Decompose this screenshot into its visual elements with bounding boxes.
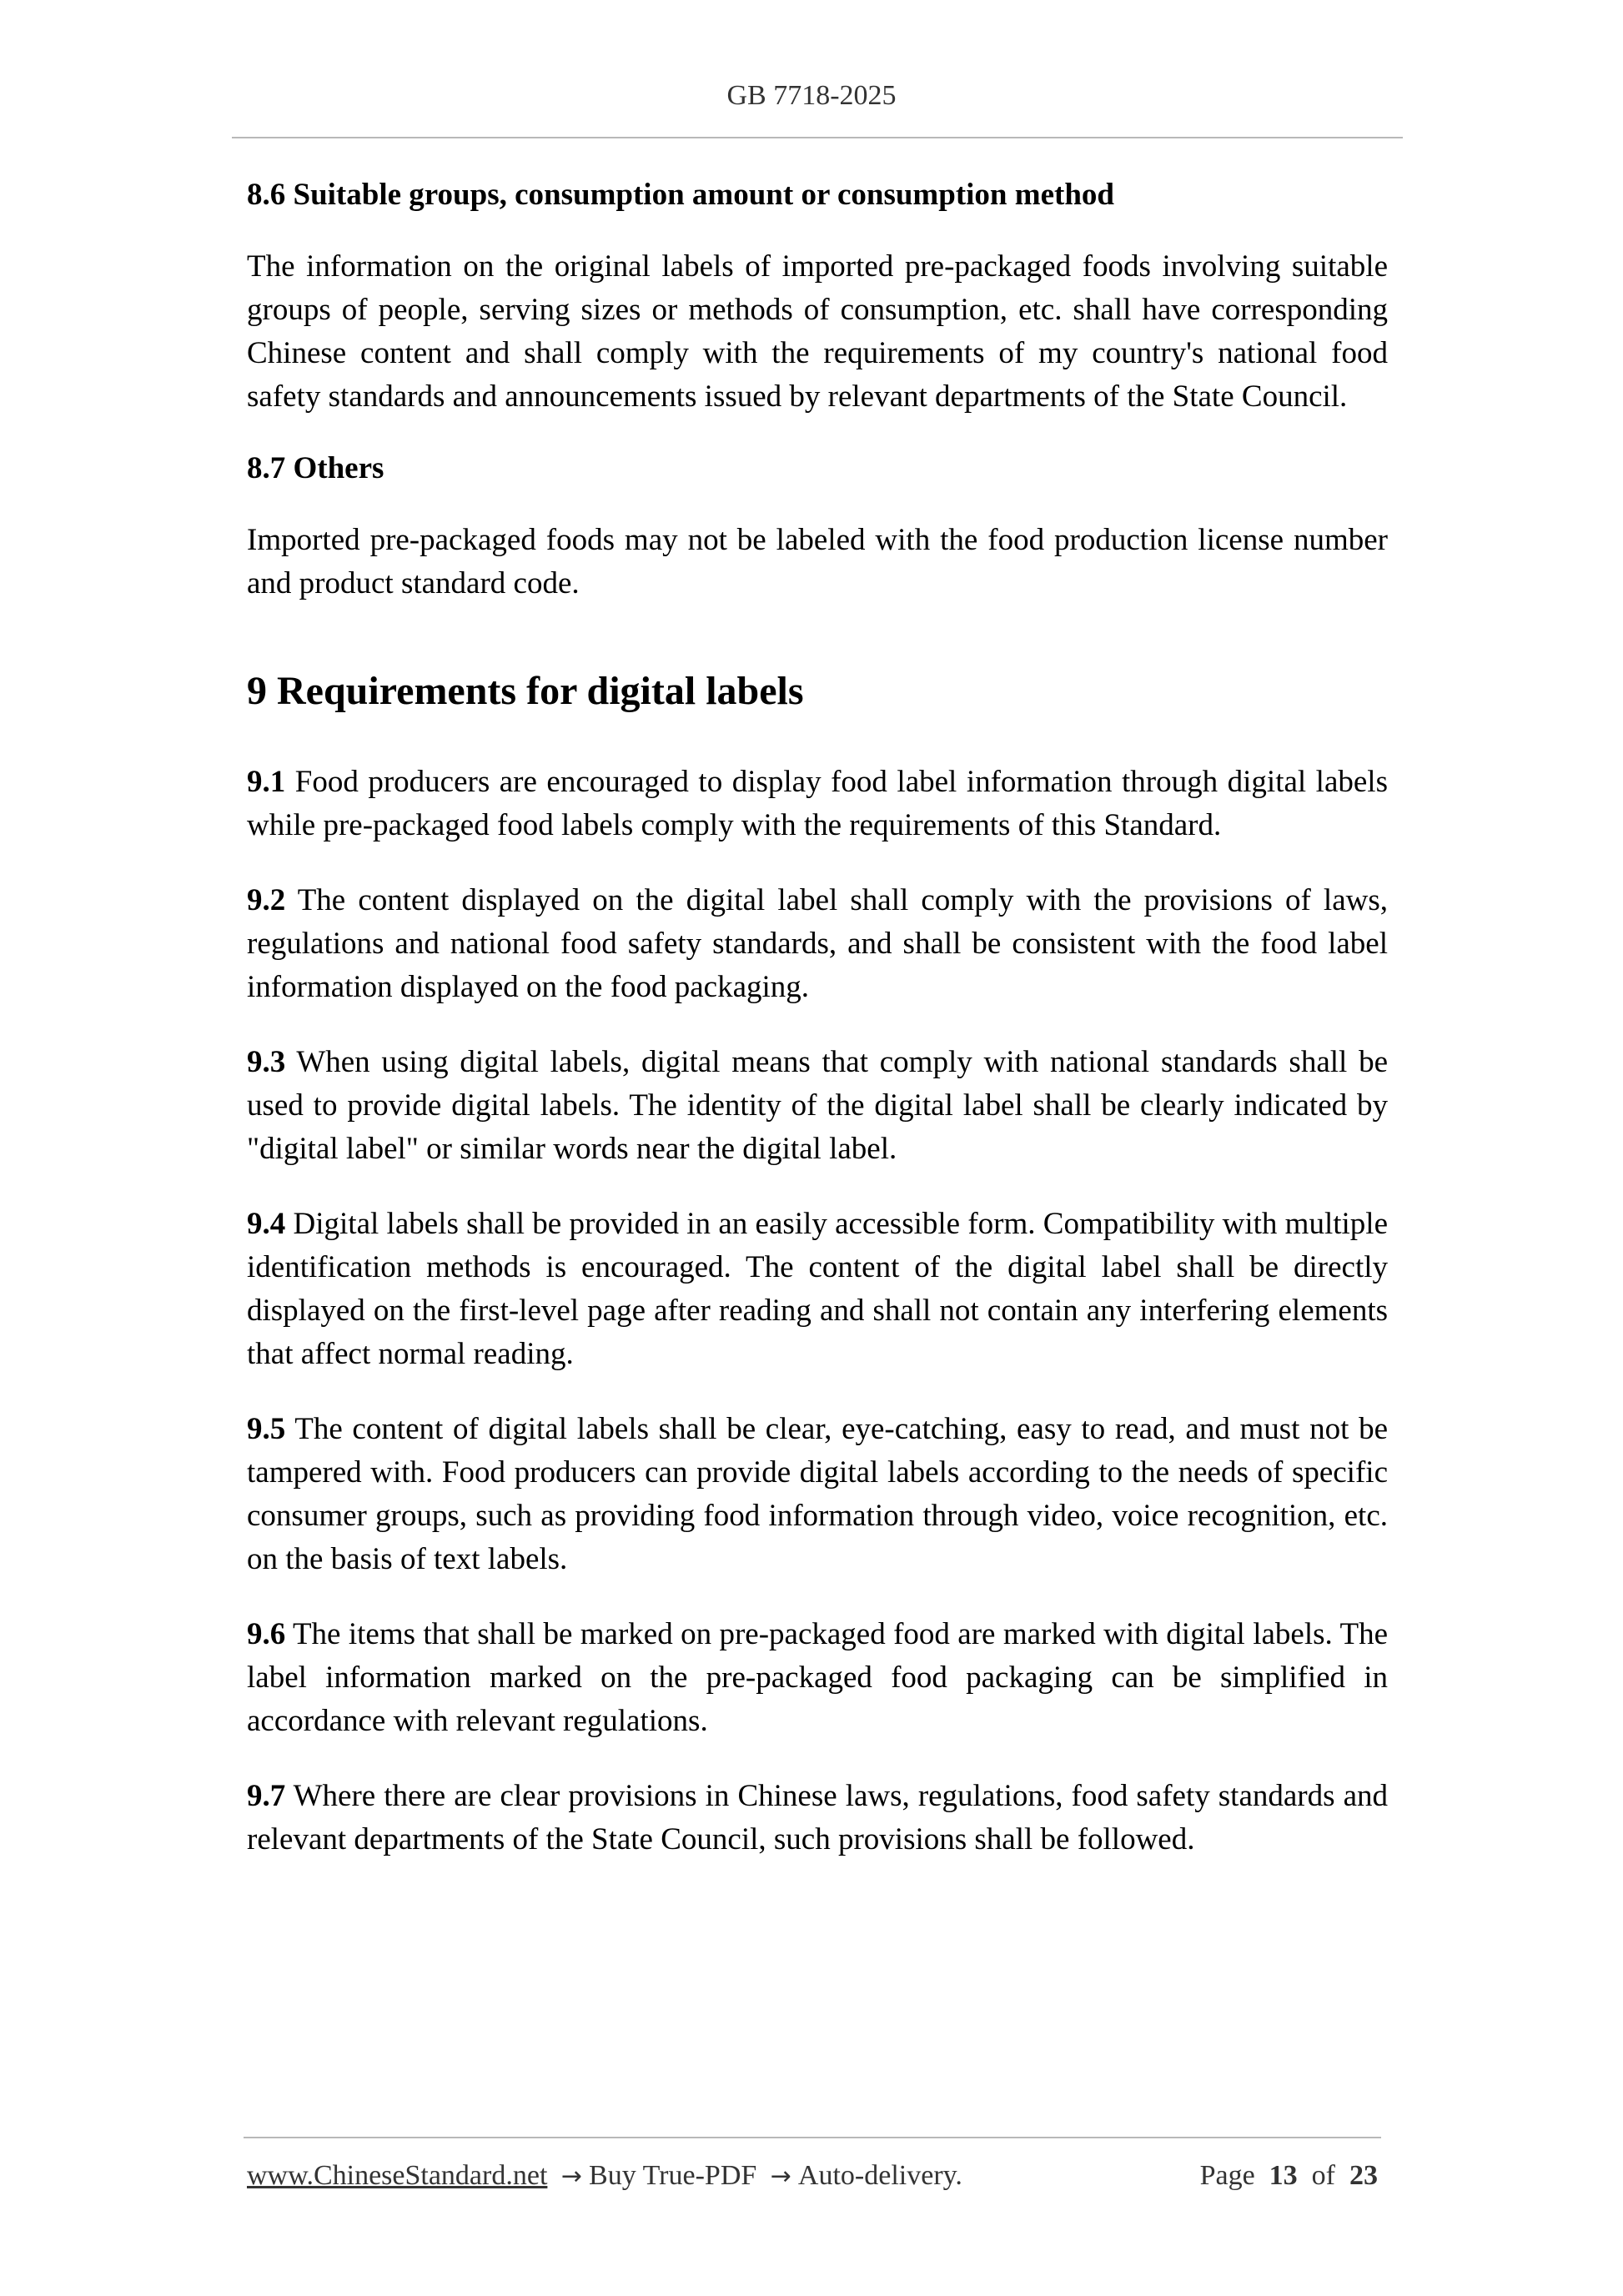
page-label: Page: [1199, 2160, 1255, 2191]
clause-9-3: [247, 1041, 1388, 1171]
page-total: 23: [1349, 2160, 1378, 2191]
document-body: [247, 173, 1388, 1861]
clause-text: When using digital labels, digital means that comply with national standards shall be used to provide digital labels. The identity of the digital label shall be clearly indicated by "digital label" or similar words near the digital label.: [247, 1045, 1388, 1166]
clause-text: Food producers are encouraged to display food label information through digital labels while pre-packaged food labels comply with the requirements of this Standard.: [247, 765, 1388, 842]
delivery-text: Auto-delivery.: [797, 2160, 962, 2191]
arrow-right-icon: →: [770, 2162, 791, 2191]
clause-9-4: [247, 1203, 1388, 1376]
buy-text: Buy True-PDF: [589, 2160, 757, 2191]
clause-text: The content displayed on the digital label shall comply with the provisions of laws, regulations and national food safety standards, and shall be consistent with the food label information displayed on the food packaging.: [247, 883, 1388, 1004]
clause-9-5: [247, 1408, 1388, 1581]
clause-number: 9.2: [247, 883, 286, 917]
section-8-6-text: The information on the original labels of imported pre-packaged foods involving suitable groups of people, serving sizes or methods of consumption, etc. shall have corresponding Chinese content and shall comply with the requirements of my country's national food safety standards and announcements issued by relevant departments of the State Council.: [247, 249, 1388, 414]
clause-number: 9.4: [247, 1207, 286, 1241]
page-number: [1200, 2160, 1378, 2192]
footer-divider: [244, 2137, 1381, 2138]
section-8-7-heading: 8.7 Others: [247, 451, 384, 485]
header-divider: [232, 137, 1403, 138]
clause-text: The content of digital labels shall be clear, eye-catching, easy to read, and must not be tampered with. Food producers can provide digital labels according to the needs of specific consumer groups, such as providing food information through video, voice recognition, etc. on the basis of text labels.: [247, 1412, 1388, 1576]
page-footer: [247, 2160, 1378, 2192]
clause-text: The items that shall be marked on pre-packaged food are marked with digital labels. The label information marked on the pre-packaged food packaging can be simplified in accordance with relevant regulations.: [247, 1617, 1388, 1738]
clause-number: 9.5: [247, 1412, 286, 1446]
page-current: 13: [1269, 2160, 1298, 2191]
clause-9-7: [247, 1775, 1388, 1861]
page-header: GB 7718-2025: [726, 80, 897, 111]
page-of: of: [1311, 2160, 1335, 2191]
clause-9-1: [247, 761, 1388, 847]
footer-promo: [247, 2160, 962, 2192]
website-link[interactable]: www.ChineseStandard.net: [247, 2160, 548, 2191]
section-8-7-text: Imported pre-packaged foods may not be labeled with the food production license number and product standard code.: [247, 523, 1388, 600]
clause-number: 9.3: [247, 1045, 286, 1079]
clause-text: Where there are clear provisions in Chinese laws, regulations, food safety standards and relevant departments of the State Council, such provisions shall be followed.: [247, 1779, 1388, 1856]
arrow-right-icon: →: [560, 2162, 583, 2191]
clause-number: 9.1: [247, 765, 286, 799]
clause-number: 9.7: [247, 1779, 286, 1813]
clause-9-2: [247, 879, 1388, 1009]
section-9-heading: 9 Requirements for digital labels: [247, 669, 804, 713]
clause-text: Digital labels shall be provided in an easily accessible form. Compatibility with multiple identification methods is encouraged. The content of the digital label shall be directly displayed on the first-level page after reading and shall not contain any interfering elements that affect normal reading.: [247, 1207, 1388, 1371]
clause-number: 9.6: [247, 1617, 286, 1651]
section-8-6-heading: 8.6 Suitable groups, consumption amount or consumption method: [247, 178, 1114, 212]
clause-9-6: [247, 1613, 1388, 1743]
